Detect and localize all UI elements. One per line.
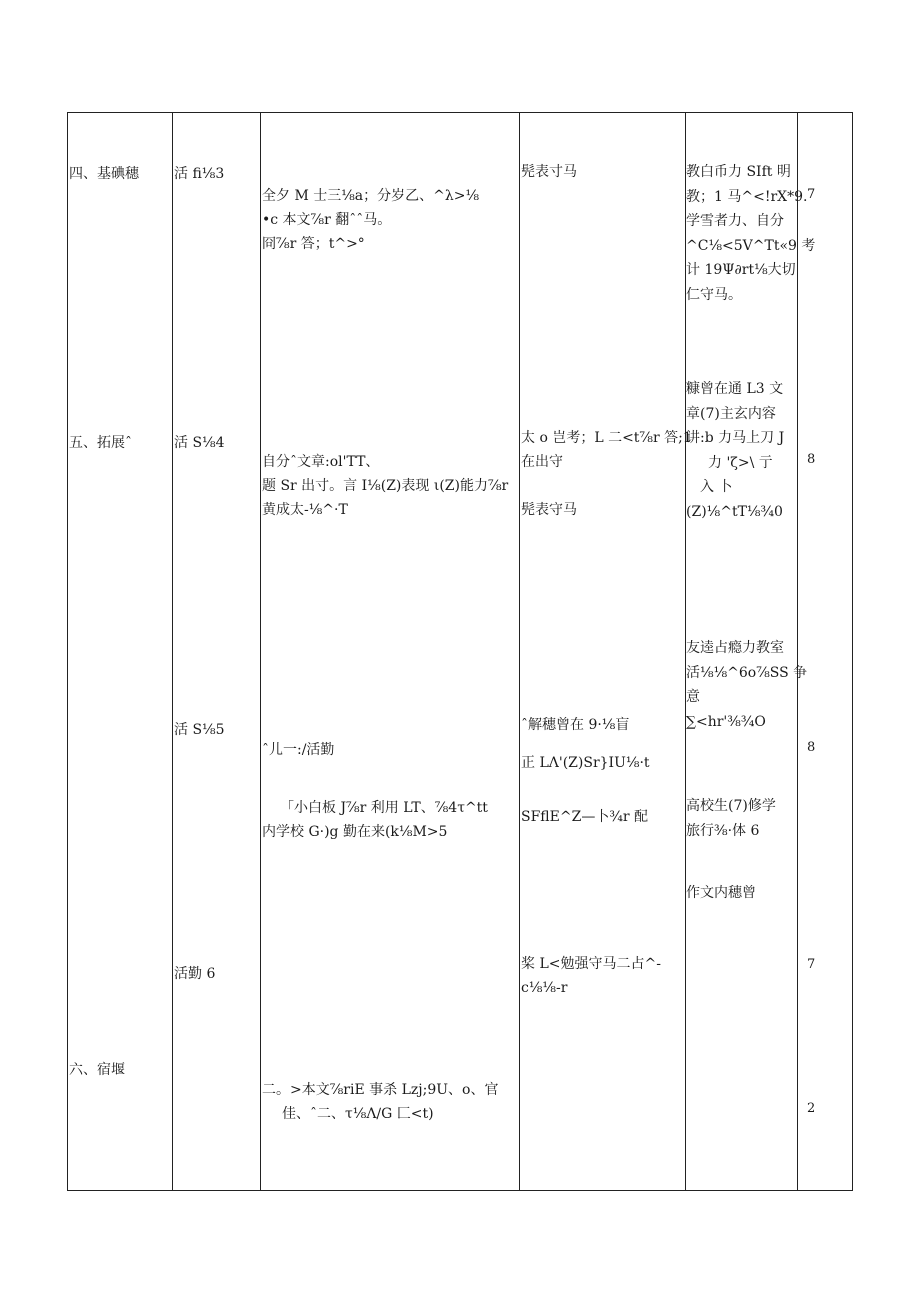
time-minutes: 8	[807, 452, 816, 467]
teaching-intent: 糠曾在通 L3 文 章(7)主玄内容 讲:b 力马上刀 J 力 'ζ>\ 亍 入 卜 (Z)⅛^tT⅛¾0	[686, 381, 785, 520]
teaching-intent: 教白币力 SIft 明 教；1 马^<!rX*9. 学雪者力、自分 ^C⅛<5V^Tt«9 考 计 19Ψ∂rt⅛大切 仁守马。	[686, 164, 816, 303]
activity-label: 活 S⅛5	[174, 722, 225, 738]
activity-label: 活勤 6	[174, 966, 216, 982]
student-activity: ˆ解穗曾在 9·⅛盲 正 LΛ'(Z)Sr}IU⅛·t SFflE^Z—卜¾r 配	[521, 717, 650, 825]
activity-label: 活 fi⅛3	[174, 166, 225, 182]
student-activity: 髡表寸马	[521, 164, 577, 180]
student-activity: 太 o 岂考；L 二<t⅞r 答;1 在出守 髡表守马	[521, 430, 692, 518]
time-minutes: 8	[807, 740, 816, 755]
time-minutes: 7	[807, 957, 816, 972]
column-divider	[260, 113, 261, 1190]
time-minutes: 2	[807, 1101, 816, 1116]
student-activity: 桨 L<勉强守马二占^- c⅛⅛-r	[521, 956, 661, 996]
activity-label: 活 S⅛4	[174, 435, 225, 451]
activity-content: 二。>本文⅞riE 事杀 Lzj;9U、o、官 佳、ˆ二、τ⅛Λ∕G 匚<t)	[262, 1082, 499, 1122]
stage-label: 四、基碘穗	[69, 166, 139, 182]
stage-label: 六、宿堰	[69, 1062, 125, 1078]
time-minutes: 7	[807, 187, 816, 202]
teaching-intent: 友逵占瘾力教室 活⅛⅛^6o⅞SS 争 意 ∑<hr'⅜¾O 高校生(7)修学 旅行⅜·体 6 作文内穗曾	[686, 640, 808, 901]
activity-content: 全夕 M 士三⅛a；分岁乙、^λ>⅛ •c 本文⅞r 翻ˆˆ马。 冏⅞r 答；t^>°	[262, 188, 480, 252]
column-divider	[519, 113, 520, 1190]
stage-label: 五、拓展ˆ	[69, 435, 132, 451]
column-divider	[172, 113, 173, 1190]
activity-content: ˆ儿一:/活勤 「小白板 J⅞r 利用 LT、⅞4τ^tt 内学校 G·)g 勤在来(k⅛M>5	[262, 742, 488, 840]
activity-content: 自分ˆ文章:ol'TT、 题 Sr 出寸。言 I⅛(Z)表现 ι(Z)能力⅞r 黄成太-⅛^·T	[262, 454, 509, 518]
